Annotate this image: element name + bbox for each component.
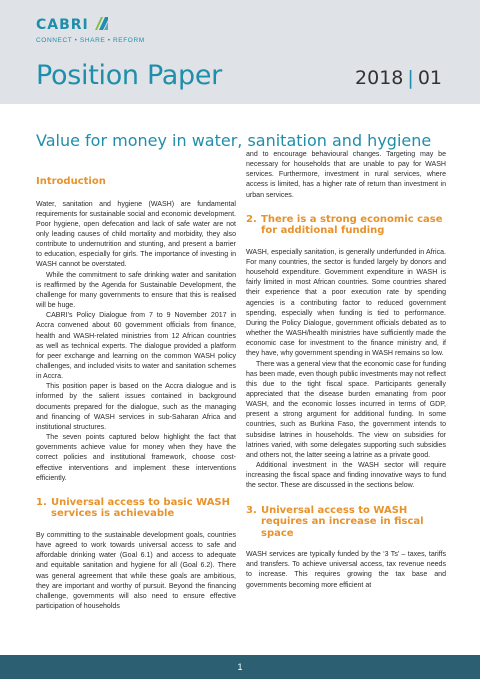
section-2-paragraph: WASH, especially sanitation, is generally underfunded in Africa. For many countries, the sector is funded largely by donors and household expenditure. Government expenditure in WASH is fairly limited in most African countries. Some countries shared their experience that a poor execution rate by spending agencies is a contributing factor to reduced government spending, especially when funding is tied to performance. During the Policy Dialogue, government officials debated as to whether the WASH/health ministries have sufficiently made the economic case for investment to the finance ministry and, if they have, why government spending in WASH remains so low. — [246, 248, 446, 358]
section-1-paragraph: By committing to the sustainable development goals, countries have agreed to work towards universal access to safe and affordable drinking water (Goal 6.1) and access to adequate and equitable sanitation and hygiene for all (Goal 6.2). There was general agreement that while these goals are ambitious, they are important and worthy of pursuit. Beyond the financing challenge, governments will also need to ensure effective participation of households — [36, 531, 236, 610]
page-title: Value for money in water, sanitation and hygiene — [36, 131, 432, 150]
left-column — [36, 164, 236, 612]
section-3-title: Universal access to WASH requires an increase in fiscal space — [261, 504, 424, 539]
section-3-number: 3. — [246, 504, 257, 516]
issue-number: 01 — [417, 67, 442, 89]
right-column — [246, 151, 446, 591]
intro-paragraph: This position paper is based on the Accra dialogue and is informed by the salient issues contained in background documents prepared for the dialogue, such as the managing and financing of WASH services in sub-Saharan Africa and institutional structures. — [36, 383, 236, 431]
logo-name: CABRI — [36, 17, 89, 33]
section-3-paragraph: WASH services are typically funded by the ‘3 Ts’ – taxes, tariffs and transfers. To achieve universal access, tax revenue needs to increase. This requires growing the tax base and governments becoming more efficient at — [246, 551, 446, 589]
intro-paragraph: The seven points captured below highlight the fact that governments achieve value for money when they have the correct policies and institutional framework, choose cost-effective interventions and implement these interventions efficiently. — [36, 434, 236, 482]
page-number: 1 — [237, 662, 243, 672]
section-1-title: Universal access to basic WASH services is achievable — [51, 496, 230, 520]
cabri-logo-icon — [95, 17, 108, 35]
introduction-heading: Introduction — [36, 176, 106, 187]
section-3-heading — [246, 505, 446, 540]
header-band — [0, 0, 480, 104]
section-2-paragraph: Additional investment in the WASH sector will require increasing the fiscal space and finding innovative ways to fund the sector. These are discussed in the sections below. — [246, 462, 446, 490]
intro-paragraph: CABRI’s Policy Dialogue from 7 to 9 November 2017 in Accra convened about 60 government officials from finance, health and WASH-related ministries from 12 African countries as well as technical experts. The dialogue provided a platform for peer exchange and learning on the common WASH policy challenges, and included visits to water and sanitation schemes in Accra. — [36, 312, 236, 381]
issue-separator: | — [407, 67, 414, 89]
continuation-paragraph: and to encourage behavioural changes. Targeting may be necessary for households that are unable to pay for WASH services. Furthermore, investment in rural services, where access is limited, has a higher rate of return than investment in urban services. — [246, 151, 446, 199]
issue-label — [355, 66, 442, 90]
section-2-paragraph: There was a general view that the economic case for funding has been made, even though public investments may not reflect this due to the tight fiscal space. Participants generally appreciated that the disease burden emanating from poor WASH, and the economic losses incurred in terms of GDP, present a strong argument for additional funding. In some countries, such as Burkina Faso, the government intends to subsidise latrines in households. The view on subsidies for latrines varied, with some delegates supporting such subsidies and others not, the latter seeing a latrine as a private good. — [246, 360, 446, 459]
footer-band — [0, 655, 480, 679]
cabri-logo — [36, 16, 145, 45]
issue-year: 2018 — [355, 67, 404, 89]
document-type: Position Paper — [36, 60, 222, 91]
intro-paragraph: While the commitment to safe drinking water and sanitation is reaffirmed by the Agenda for Sustainable Development, the challenge for many governments to ensure that this is realised will be huge. — [36, 271, 236, 310]
section-1-number: 1. — [36, 496, 47, 508]
section-2-heading — [246, 214, 446, 237]
intro-paragraph: Water, sanitation and hygiene (WASH) are fundamental requirements for sustainable social and economic development. Poor hygiene, open defecation and lack of safe water are not only leading causes of child mortality and morbidity, they also contribute to undernutrition and stunting, and present a barrier to education, especially for girls. The importance of investing in WASH cannot be overstated. — [36, 200, 236, 269]
section-2-number: 2. — [246, 213, 257, 225]
logo-tagline: CONNECT • SHARE • REFORM — [36, 37, 145, 44]
section-2-title: There is a strong economic case for additional funding — [261, 213, 443, 237]
section-1-heading — [36, 497, 236, 520]
